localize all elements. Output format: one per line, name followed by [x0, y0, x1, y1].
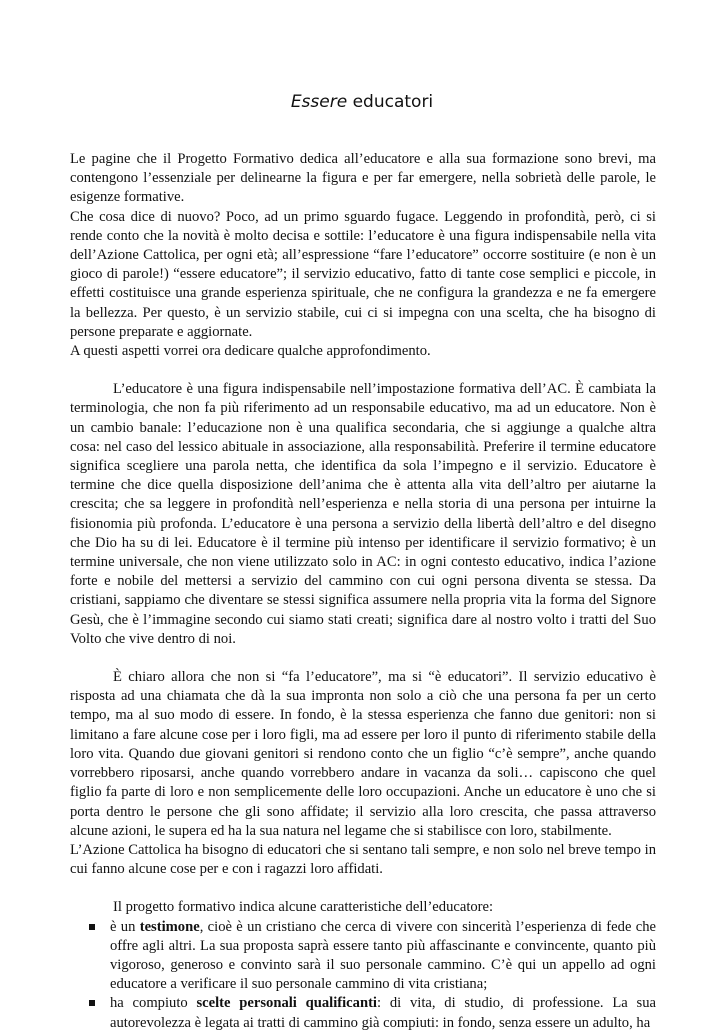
- characteristics-list: [70, 918, 656, 1033]
- title-rest: educatori: [347, 92, 434, 112]
- paragraph-aspects: A questi aspetti vorrei ora dedicare qualche approfondimento.: [70, 343, 431, 360]
- document-title: [0, 92, 724, 112]
- list-item-pre: ha compiuto: [110, 995, 197, 1012]
- paragraph-figure: L’educatore è una figura indispensabile nell’impostazione formativa dell’AC. È cambiata la terminologia, che non fa più riferimento ad un responsabile educativo, ma ad un educatore. Non è un cambio banale: l’educazione non è una qualifica secondaria, che si aggiunge a qualche altra cosa: nel caso del lessico abituale in associazione, alla responsabilità. Preferire il termine educatore significa scegliere una parola netta, che identifica da sola l’impegno e il servizio. Educatore è termine che dice quella disposizione dell’anima che è attenta alla vita dell’altro per aiutarne la crescita; che sa leggere in profondità nell’esperienza e nella storia di una persona per intuirne la fisionomia più profonda. L’educatore è una persona a servizio della libertà dell’altro e del disegno che Dio ha su di lei. Educatore è il termine più intenso per identificare il servizio formativo; è un termine universale, che non viene utilizzato solo in AC: in ogni contesto educativo, indica l’azione forte e nobile del mettersi a servizio del cammino con cui ogni persona diventa se stessa. Da cristiani, sappiamo che diventare se stessi significa assumere nella propria vita la forma del Signore Gesù, che è l’immagine secondo cui siamo stati creati; significa dare al nostro volto i tratti del Suo Volto che vive dentro di noi.: [70, 381, 656, 647]
- bullet-square-icon: [89, 1000, 95, 1006]
- list-item: [70, 994, 656, 1032]
- title-italic: Essere: [290, 92, 348, 112]
- list-item-bold: scelte personali qualificanti: [196, 995, 377, 1012]
- paragraph-intro: Le pagine che il Progetto Formativo dedica all’educatore e alla sua formazione sono brevi, ma contengono l’essenziale per delinearne la figura e per far emergere, nella sobrietà delle parole, le esigenze formative.: [70, 151, 656, 206]
- paragraph-characteristics: Il progetto formativo indica alcune caratteristiche dell’educatore:: [113, 899, 494, 916]
- list-item-pre: è un: [110, 918, 140, 935]
- paragraph-being-educators: È chiaro allora che non si “fa l’educatore”, ma si “è educatori”. Il servizio educativo è risposta ad una chiamata che dà la sua impronta non solo a ciò che una persona fa per un certo tempo, ma al suo modo di essere. In fondo, è la stessa esperienza che fanno due genitori: non si limitano a fare alcune cose per i loro figli, ma ad essere per loro il punto di riferimento stabile della loro vita. Quando due giovani genitori si rendono conto che un figlio “c’è sempre”, anche quando vorrebbero riposarsi, anche quando vorrebbero andare in vacanza da soli… capiscono che quel figlio fa parte di loro e non semplicemente delle loro occupazioni. Anche un educatore è uno che si porta dentro le persone che gli sono affidate; il servizio alla loro crescita, che passa attraverso alcune azioni, le supera ed ha la sua natura nel legame che si stabilisce con loro, stabilmente.: [70, 669, 656, 839]
- bullet-square-icon: [89, 924, 95, 930]
- list-item-post: : di vita, di studio, di professione. La sua autorevolezza è legata ai tratti di cammino già compiuti: in fondo, senza essere un adulto, ha: [110, 995, 656, 1031]
- document-body: [70, 150, 656, 1033]
- paragraph-novelty: Che cosa dice di nuovo? Poco, ad un primo sguardo fugace. Leggendo in profondità, però, ci si rende conto che la novità è molto decisa e sottile: l’educatore è una figura indispensabile nella vita dell’Azione Cattolica, per ogni età; all’espressione “fare l’educatore” occorre sostituire (e non è un gioco di parole!) “essere educatore”; il servizio educativo, fatto di tante cose semplici e piccole, in effetti costituisce una grande esperienza spirituale, che ne configura la grandezza e ne fa emergere la bellezza. Per questo, è un servizio stabile, cui ci si impegna con una scelta, che ha bisogno di persone preparate e aggiornate.: [70, 208, 656, 340]
- list-item-post: , cioè è un cristiano che cerca di vivere con sincerità l’esperienza di fede che offre agli altri. La sua proposta saprà essere tanto più affascinante e convincente, quanto più vigoroso, generoso e convinto sarà il suo personale cammino. C’è qui un appello ad ogni educatore a verificare il suo personale cammino di vita cristiana;: [110, 918, 656, 993]
- paragraph-ac-needs: L’Azione Cattolica ha bisogno di educatori che si sentano tali sempre, e non solo nel breve tempo in cui fanno alcune cose per e con i ragazzi loro affidati.: [70, 841, 656, 878]
- list-item-bold: testimone: [139, 918, 200, 935]
- list-item: [70, 918, 656, 995]
